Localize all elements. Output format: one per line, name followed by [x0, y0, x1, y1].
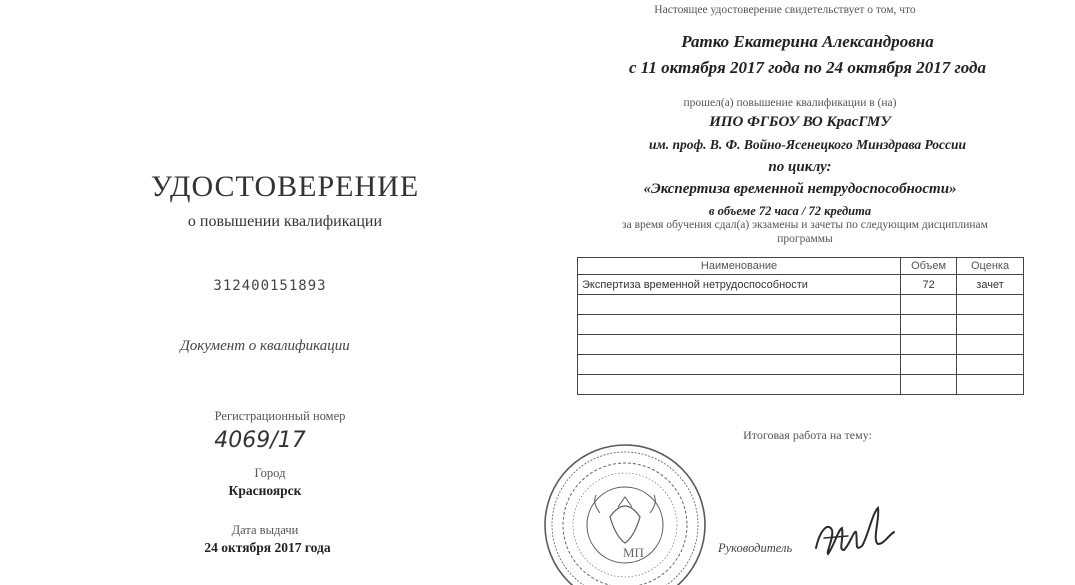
- cycle-name: «Экспертиза временной нетрудоспособности»: [643, 181, 957, 197]
- head-label: Руководитель: [718, 541, 793, 555]
- serial-number: 312400151893: [213, 278, 327, 294]
- city-value: Красноярск: [228, 483, 302, 498]
- discipline-volume: [901, 375, 957, 395]
- discipline-grade: зачет: [957, 275, 1024, 295]
- disciplines-table: [577, 257, 1024, 395]
- table-row: [578, 315, 1024, 335]
- intro-text: Настоящее удостоверение свидетельствует о том, что: [654, 4, 916, 16]
- discipline-volume: 72: [901, 275, 957, 295]
- discipline-volume: [901, 335, 957, 355]
- holder-name: Ратко Екатерина Александровна: [681, 32, 934, 51]
- city-label: Город: [254, 466, 286, 480]
- final-work-label: Итоговая работа на тему:: [743, 428, 872, 442]
- table-header-row: [578, 258, 1024, 275]
- column-header-grade: Оценка: [957, 258, 1024, 275]
- registration-label: Регистрационный номер: [214, 409, 346, 423]
- institution-line-1: ИПО ФГБОУ ВО КрасГМУ: [709, 114, 891, 130]
- discipline-grade: [957, 295, 1024, 315]
- stamp-mark: МП: [623, 545, 644, 560]
- discipline-volume: [901, 295, 957, 315]
- discipline-name: Экспертиза временной нетрудоспособности: [578, 275, 901, 295]
- issue-date-value: 24 октября 2017 года: [204, 540, 331, 555]
- volume-text: в объеме 72 часа / 72 кредита: [708, 204, 872, 218]
- table-row: [578, 335, 1024, 355]
- issue-date-label: Дата выдачи: [231, 523, 299, 537]
- document-type: Документ о квалификации: [180, 338, 350, 354]
- certificate-subtitle: о повышении квалификации: [187, 213, 383, 230]
- discipline-name: [578, 335, 901, 355]
- table-row: [578, 295, 1024, 315]
- discipline-grade: [957, 335, 1024, 355]
- exams-text-line-2: программы: [777, 233, 833, 245]
- registration-number: 4069/17: [214, 428, 306, 453]
- discipline-grade: [957, 315, 1024, 335]
- exams-text-line-1: за время обучения сдал(а) экзамены и зачеты по следующим дисциплинам: [622, 219, 988, 231]
- discipline-name: [578, 355, 901, 375]
- discipline-name: [578, 375, 901, 395]
- column-header-volume: Объем: [901, 258, 957, 275]
- discipline-grade: [957, 355, 1024, 375]
- discipline-name: [578, 295, 901, 315]
- discipline-volume: [901, 315, 957, 335]
- discipline-grade: [957, 375, 1024, 395]
- study-period: с 11 октября 2017 года по 24 октября 2017 года: [629, 58, 986, 77]
- table-row: [578, 275, 1024, 295]
- passed-text: прошел(а) повышение квалификации в (на): [683, 97, 897, 109]
- table-row: [578, 375, 1024, 395]
- right-page: [540, 0, 1075, 585]
- cycle-label: по циклу:: [768, 159, 832, 175]
- discipline-name: [578, 315, 901, 335]
- certificate-title: УДОСТОВЕРЕНИЕ: [150, 170, 420, 203]
- official-seal-icon: [540, 437, 710, 585]
- column-header-name: Наименование: [578, 258, 901, 275]
- discipline-volume: [901, 355, 957, 375]
- table-row: [578, 355, 1024, 375]
- institution-line-2: им. проф. В. Ф. Войно-Ясенецкого Минздрава России: [648, 137, 967, 152]
- signature-icon: [808, 500, 898, 562]
